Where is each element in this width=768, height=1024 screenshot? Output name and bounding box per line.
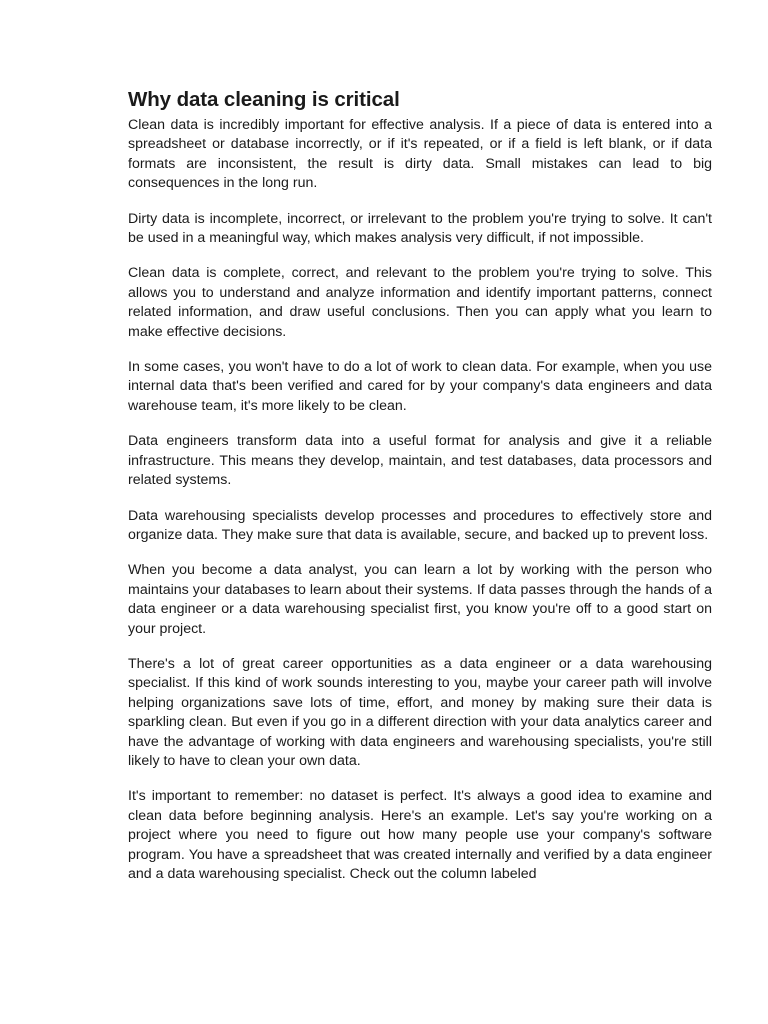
paragraph-clean-data-importance: Clean data is incredibly important for effective analysis. If a piece of data is entered into a spreadsheet or database incorrectly, or if it's repeated, or if a field is left blank, or if data formats are inconsistent, the result is dirty data. Small mistakes can lead to big consequences in the long run. bbox=[128, 117, 712, 192]
paragraph-clean-data-definition: Clean data is complete, correct, and relevant to the problem you're trying to solve. This allows you to understand and analyze information and identify important patterns, connect related information, and draw useful conclusions. Then you can apply what you learn to make effective decisions. bbox=[128, 265, 712, 340]
paragraph-dirty-data-definition: Dirty data is incomplete, incorrect, or irrelevant to the problem you're trying to solve. It can't be used in a meaningful way, which makes analysis very difficult, if not impossible. bbox=[128, 210, 712, 247]
paragraph-internal-data: In some cases, you won't have to do a lot of work to clean data. For example, when you use internal data that's been verified and cared for by your company's data engineers and data warehouse team, it's more likely to be clean. bbox=[128, 359, 712, 414]
paragraph-working-with-maintainers: When you become a data analyst, you can learn a lot by working with the person who maintains your databases to learn about their systems. If data passes through the hands of a data engineer or a data warehousing specialist first, you know you're off to a good start on your project. bbox=[128, 562, 712, 637]
paragraph-warehousing-specialists: Data warehousing specialists develop processes and procedures to effectively store and organize data. They make sure that data is available, secure, and backed up to prevent loss. bbox=[128, 507, 712, 543]
paragraph-career-opportunities: There's a lot of great career opportunities as a data engineer or a data warehousing specialist. If this kind of work sounds interesting to you, maybe your career path will involve helping organizations save lots of time, effort, and money by making sure their data is sparkling clean. But even if you go in a different direction with your data analytics career and have the advantage of working with data engineers and warehousing specialists, you're still likely to have to clean your own data. bbox=[128, 655, 712, 769]
paragraph-data-engineers: Data engineers transform data into a useful format for analysis and give it a reliable infrastructure. This means they develop, maintain, and test databases, data processors and related systems. bbox=[128, 433, 712, 489]
document-page bbox=[128, 86, 712, 900]
page-title: Why data cleaning is critical bbox=[128, 88, 400, 111]
paragraph-no-dataset-perfect: It's important to remember: no dataset is perfect. It's always a good idea to examine and clean data before beginning analysis. Here's an example. Let's say you're working on a project where you need to figure out how many people use your company's software program. You have a spreadsheet that was created internally and verified by a data engineer and a data warehousing specialist. Check out the column labeled bbox=[128, 788, 712, 882]
